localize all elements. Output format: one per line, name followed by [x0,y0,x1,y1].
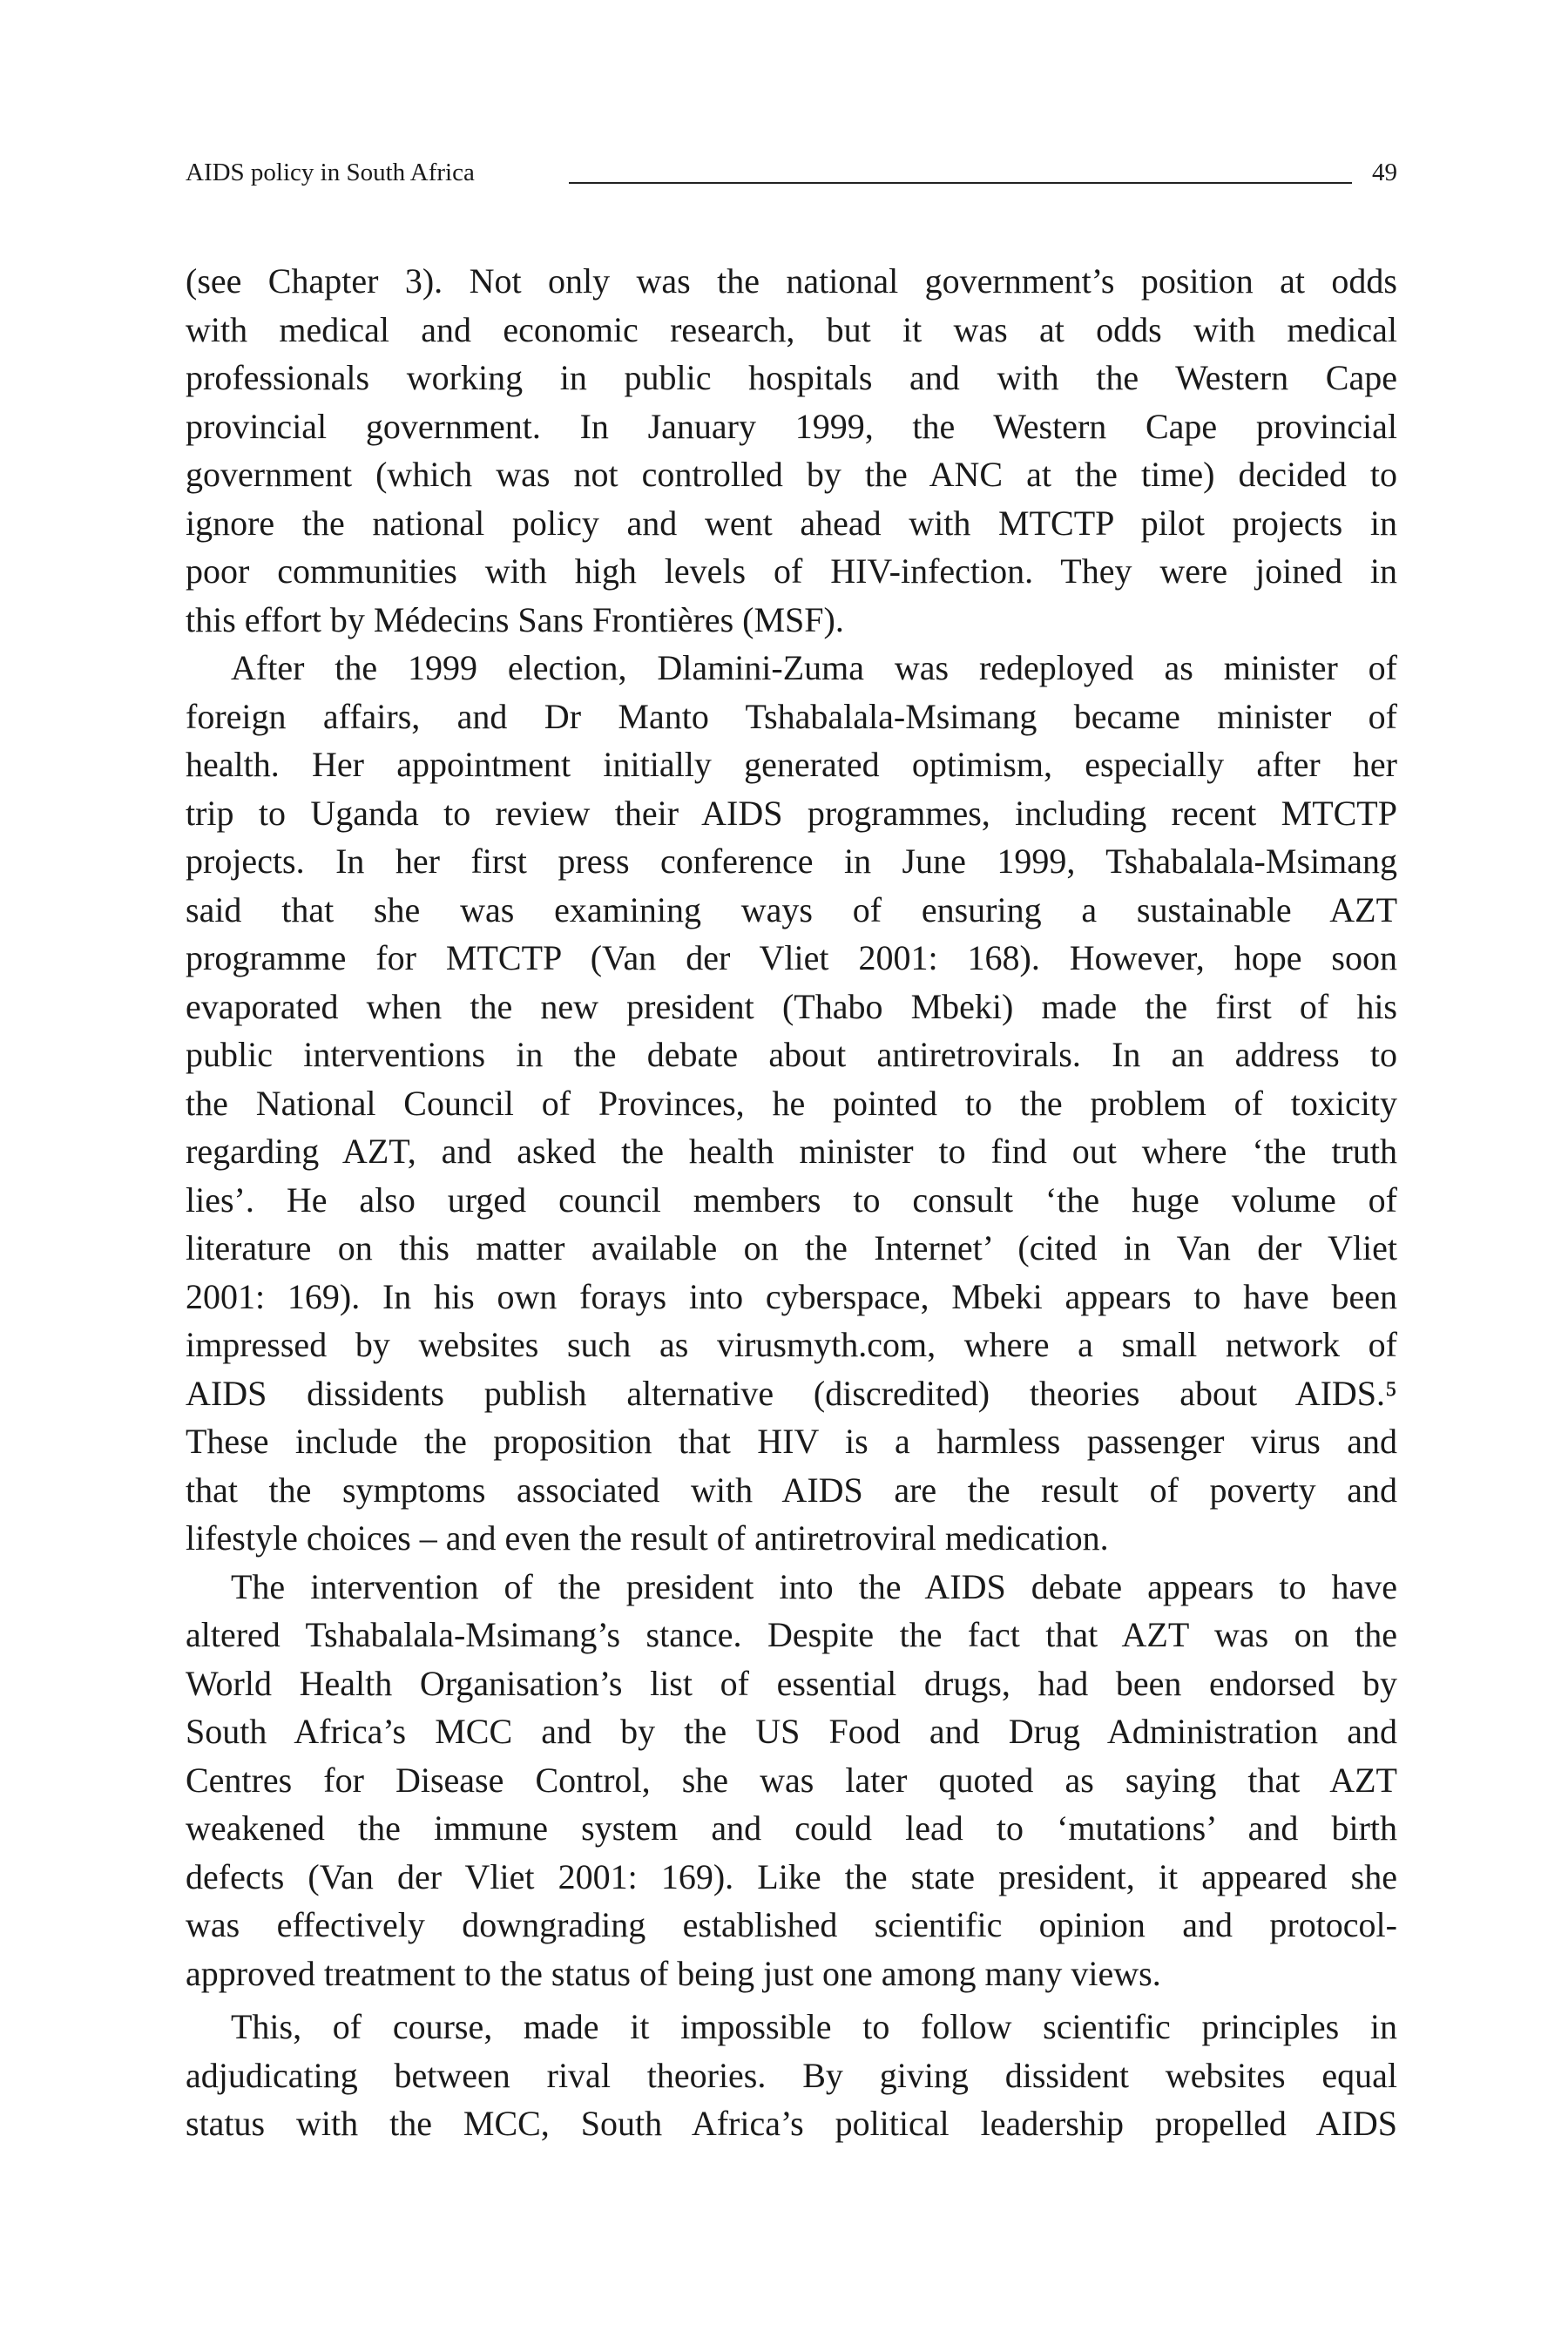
text-line: The intervention of the president into the AIDS debate appears to have [231,1566,1397,1606]
text-line: professionals working in public hospitals and with the Western Cape [186,358,1397,397]
text-line: This, of course, made it impossible to follow scientific principles in [231,2007,1397,2046]
text-line: foreign affairs, and Dr Manto Tshabalala-Msimang became minister of [186,696,1397,736]
text-line: regarding AZT, and asked the health minister to find out where ‘the truth [186,1132,1397,1171]
text-line: 2001: 169). In his own forays into cyberspace, Mbeki appears to have been [186,1276,1397,1316]
text-line: AIDS dissidents publish alternative (discredited) theories about AIDS.⁵ [186,1373,1397,1413]
text-line: defects (Van der Vliet 2001: 169). Like the state president, it appeared she [186,1856,1397,1896]
header-rule [569,182,1352,184]
text-line: Centres for Disease Control, she was later quoted as saying that AZT [186,1760,1397,1800]
text-line: World Health Organisation’s list of essential drugs, had been endorsed by [186,1663,1397,1703]
text-line: lies’. He also urged council members to consult ‘the huge volume of [186,1179,1397,1220]
text-line: ignore the national policy and went ahead with MTCTP pilot projects in [186,503,1397,543]
text-line: this effort by Médecins Sans Frontières (MSF). [186,599,844,639]
text-line: projects. In her first press conference in June 1999, Tshabalala-Msimang [186,841,1397,881]
text-line: said that she was examining ways of ensuring a sustainable AZT [186,889,1397,929]
text-line: adjudicating between rival theories. By giving dissident websites equal [186,2055,1397,2095]
text-line: weakened the immune system and could lead to ‘mutations’ and birth [186,1808,1397,1848]
text-line: lifestyle choices – and even the result of antiretroviral medication. [186,1518,1109,1558]
text-line: that the symptoms associated with AIDS are the result of poverty and [186,1470,1397,1510]
text-line: approved treatment to the status of being just one among many views. [186,1953,1161,1993]
text-line: impressed by websites such as virusmyth.com, where a small network of [186,1325,1397,1364]
text-line: programme for MTCTP (Van der Vliet 2001: 168). However, hope soon [186,938,1397,977]
paragraph [186,2003,1397,2148]
text-line: with medical and economic research, but it was at odds with medical [186,309,1397,349]
page-number: 49 [1372,159,1397,186]
text-line: These include the proposition that HIV is a harmless passenger virus and [186,1422,1397,1461]
running-title: AIDS policy in South Africa [186,159,475,186]
running-header [186,153,1397,192]
text-line: After the 1999 election, Dlamini-Zuma was redeployed as minister of [231,648,1397,687]
text-line: provincial government. In January 1999, the Western Cape provincial [186,406,1397,446]
text-line: poor communities with high levels of HIV-infection. They were joined in [186,551,1397,591]
text-line: was effectively downgrading established scientific opinion and protocol- [186,1905,1397,1944]
body-text [186,257,1397,2148]
text-line: public interventions in the debate about antiretrovirals. In an address to [186,1035,1397,1074]
text-line: literature on this matter available on the Internet’ (cited in Van der Vliet [186,1228,1397,1267]
text-line: South Africa’s MCC and by the US Food and Drug Administration and [186,1712,1397,1751]
text-line: status with the MCC, South Africa’s political leadership propelled AIDS [186,2104,1397,2143]
text-line: health. Her appointment initially generated optimism, especially after her [186,745,1397,784]
paragraph [186,1563,1397,1998]
text-line: (see Chapter 3). Not only was the national government’s position at odds [186,261,1397,301]
paragraph [186,644,1397,1563]
text-line: government (which was not controlled by the ANC at the time) decided to [186,455,1397,494]
text-line: trip to Uganda to review their AIDS programmes, including recent MTCTP [186,793,1397,833]
text-line: altered Tshabalala-Msimang’s stance. Despite the fact that AZT was on the [186,1615,1397,1654]
text-line: evaporated when the new president (Thabo Mbeki) made the first of his [186,986,1397,1026]
text-line: the National Council of Provinces, he pointed to the problem of toxicity [186,1083,1397,1123]
paragraph [186,257,1397,644]
